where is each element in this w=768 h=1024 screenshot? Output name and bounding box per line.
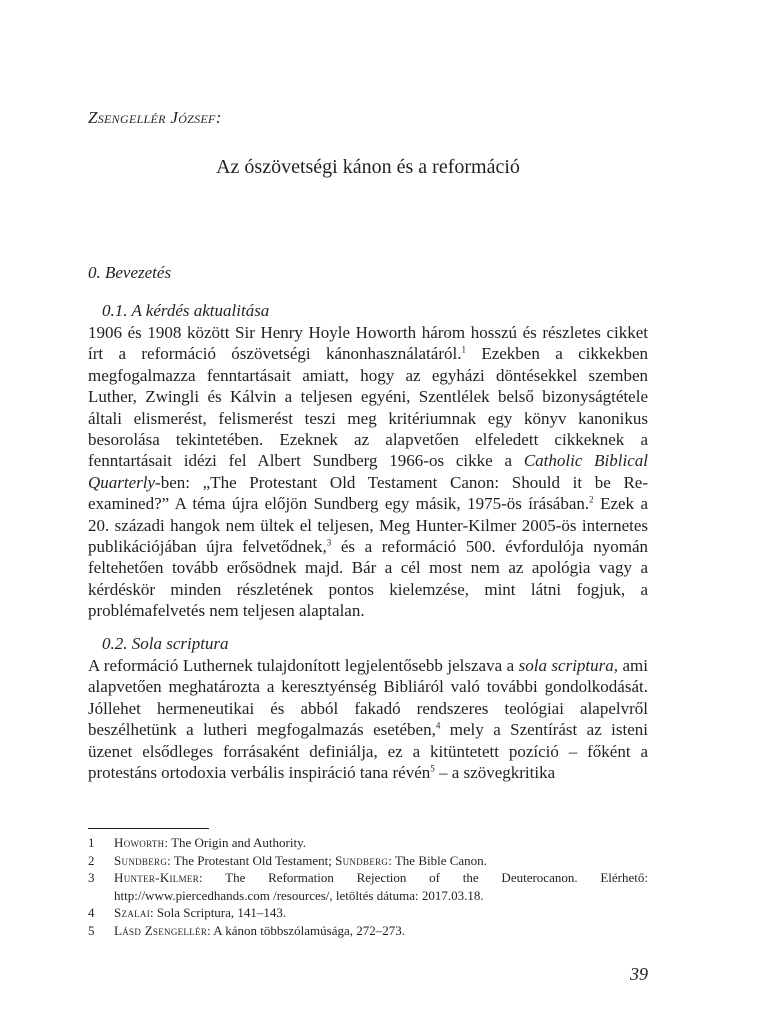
footnote-3 [88,869,648,904]
subsection-1 [88,300,648,622]
subsection-1-paragraph [88,322,648,622]
text-run: – a szövegkritika [434,763,556,783]
text-run: -ben: „The Protestant Old Testament Canon: Should it be Re-examined?” A téma újra előjön Sundberg egy másik, 1975-ös írásában. [88,472,648,514]
text-run: Ezek a 20. századi hangok nem ültek el teljesen, Meg Hunter-Kilmer 2005-ös internetes publikációjában újra felvetődnek, [88,494,648,557]
footnotes [88,834,648,939]
text-run: mely a Szentírást az isteni üzenet elsődleges forrásaként definiálja, ez a kitüntetett pozíció – főként a protestáns ortodoxia verbális inspiráció tana révén [88,720,649,783]
footnote-ref-1[interactable]: 1 [461,344,466,355]
footnote-2 [88,852,648,870]
text-run: : The Origin and Authority. [164,835,306,850]
text-run: , ami alapvetően meghatározta a keresztyénség Bibliáról való további gondolkodását. Jóllehet hermeneutikai és abból fakadó rendszeres teológiai alapelvről beszélhetünk a lutheri megfogalmazás esetében, [88,656,648,740]
text-run: : A kánon többszólamúsága, 272–273. [207,922,406,938]
footnote-number: 3 [88,870,95,885]
footnote-ref-2[interactable]: 2 [589,494,594,505]
footnote-ref-5[interactable]: 5 [430,763,435,774]
text-run: 1906 és 1908 között Sir Henry Hoyle Howorth három hosszú és részletes cikket írt a reformáció ószövetségi kánonhasználatáról. [88,323,648,364]
footnote-4 [88,904,648,922]
footnote-number: 4 [88,905,95,920]
text-run[interactable]: : The Reformation Rejection of the Deuterocanon. Elérhető: http://www.piercedhands.com /resources/, letöltés dátuma: 2017.03.18. [114,870,648,903]
footnote-author: Szalai [114,905,151,920]
footnote-ref-4[interactable]: 4 [435,720,441,731]
footnote-number: 1 [88,835,95,850]
subsection-2 [88,633,648,783]
text-run: A reformáció Luthernek tulajdonított legjelentősebb jelszava a [88,656,519,675]
footnote-text [114,852,648,870]
text-run: és a reformáció 500. évfordulója nyomán feltehetően tovább erősödnek majd. Bár a cél most nem az apológia vagy a kérdéskör minden részletének pontos kielemzése, mint látni fogjuk, a problémafelvetés nem teljesen alaptalan. [88,537,649,621]
article-title: Az ószövetségi kánon és a reformáció [216,156,520,178]
footnote-number: 2 [88,852,95,868]
subsection-1-heading: 0.1. A kérdés aktualitása [102,301,270,320]
motto-text: sola scriptura [518,656,614,675]
footnote-ref-3[interactable]: 3 [326,537,332,548]
footnote-text [114,922,648,940]
page-number: 39 [630,964,648,984]
footnote-text [114,904,648,922]
text-run: : The Protestant Old Testament; [167,852,336,868]
text-run: Ezekben a cikkekben megfogalmazza fenntartásait amiatt, hogy az egyházi döntésekkel szemben Luther, Zwingli és Kálvin a teljesen egyéni, Szentlélek belső bizonyságtétele általi elismerést, felismerést teszi meg kritériumnak egy könyv kanonikus besorolása tekintetében. Ezeknek az alapvetően elfeledett cikkeknek a fenntartásait idézi fel Albert Sundberg 1966-os cikke a [88,344,648,471]
footnote-author: Sundberg [114,852,168,868]
footnote-divider [88,828,209,829]
footnote-author: Howorth [114,835,165,850]
footnote-author: Sundberg [335,852,389,868]
footnote-text [114,834,648,852]
subsection-2-paragraph [88,655,648,783]
author-name: Zsengellér József: [88,108,222,127]
text-run: : The Bible Canon. [388,852,487,868]
text-run: : Sola Scriptura, 141–143. [150,905,287,920]
footnote-author: Lásd Zsengellér [114,922,208,938]
footnote-number: 5 [88,922,95,938]
subsection-2-heading: 0.2. Sola scriptura [102,634,229,653]
footnote-1 [88,834,648,852]
journal-title: Catholic Biblical Quarterly [88,451,648,492]
footnote-author: Hunter-Kilmer [114,870,199,885]
footnote-text [114,869,648,904]
footnote-5 [88,922,648,940]
section-heading: 0. Bevezetés [88,263,172,282]
